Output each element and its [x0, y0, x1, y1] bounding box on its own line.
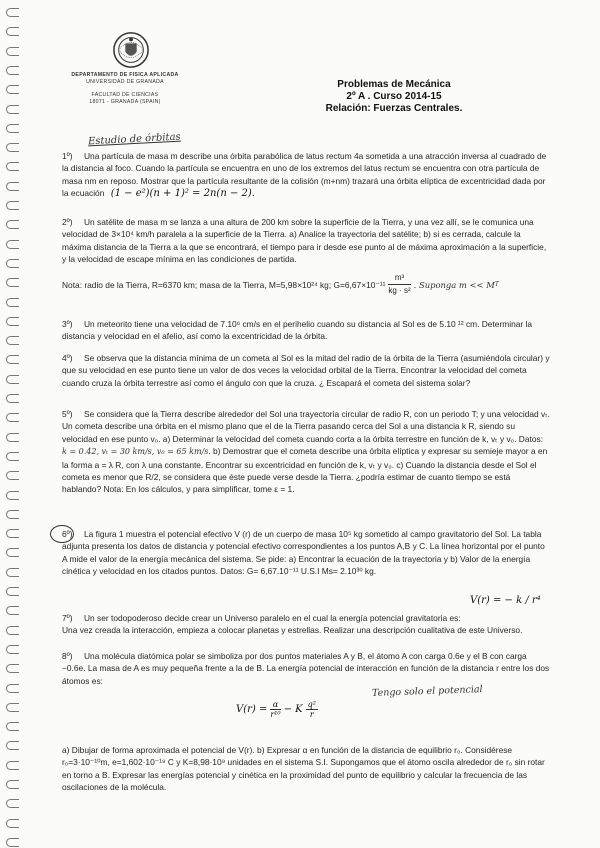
problem-1	[62, 150, 550, 201]
binding-ring	[6, 278, 19, 287]
binding-ring	[6, 298, 19, 307]
course-line: 2º A . Curso 2014-15	[346, 91, 442, 102]
problem-2-note	[62, 272, 550, 298]
relation-line: Relación: Fuerzas Centrales.	[325, 103, 463, 114]
binding-ring	[6, 838, 19, 847]
binding-ring	[6, 741, 19, 750]
binding-ring	[6, 587, 19, 596]
binding-ring	[6, 819, 19, 828]
binding-ring	[6, 8, 19, 17]
binding-ring	[6, 568, 19, 577]
problem-6	[62, 528, 550, 578]
formula-term-2	[306, 700, 318, 719]
problem-text: Un ser todopoderoso decide crear un Universo paralelo en el cual la energía potencial gravitatoria es:	[84, 613, 461, 623]
binding-ring	[6, 664, 19, 673]
binding-ring	[6, 626, 19, 635]
binding-ring	[6, 703, 19, 712]
binding-ring	[6, 761, 19, 770]
binding-ring	[6, 413, 19, 422]
problem-text: Se considera que la Tierra describe alrededor del Sol una trayectoria circular de radio R, con un periodo T; y una velocidad vₜ. Un cometa describe una órbita en el mismo plano que el de la Tierra pasando cerca del Sol a una distancia k R, siendo su velocidad en ese punto v₀. a) Determinar la velocidad del cometa cuando corta a la órbita terrestre en función de k, vₜ y v₀. Datos:	[62, 409, 550, 444]
problem-number: 1º)	[62, 151, 73, 161]
binding-ring	[6, 606, 19, 615]
binding-ring	[6, 240, 19, 249]
problem-5	[62, 408, 550, 496]
binding-ring	[6, 66, 19, 75]
formula-term-1	[270, 700, 280, 719]
problem-number: 4º)	[62, 353, 73, 363]
units-fraction	[388, 272, 410, 298]
eccentricity-formula: (1 − e²)(n + 1)² = 2n(n − 2).	[110, 188, 255, 200]
handwritten-title-note: Estudio de órbitas	[87, 131, 181, 148]
binding-ring	[6, 336, 19, 345]
problem-text-continued: Una vez creada la interacción, empieza a colocar planetas y estrellas. Realizar una descripción cualitativa de este Universo.	[62, 625, 523, 636]
problem-text: Se observa que la distancia mínima de un cometa al Sol es la mitad del radio de la órbita de la Tierra (asumiéndola circular) y que su velocidad en ese punto tiene un valor de dos veces la velocidad orbital de la Tierra. Encontrar la velocidad del cometa cuando cruza la órbita terrestre así como el ángulo con que la cruza. ¿ Escapará el cometa del sistema solar?	[62, 353, 550, 388]
formula-term-2-numerator: q²	[307, 700, 316, 709]
problem-number: 8º)	[62, 651, 73, 661]
binding-ring	[6, 47, 19, 56]
problem-8-continued	[62, 744, 550, 794]
document-title: Problemas de Mecánica	[337, 79, 451, 90]
problem-text: La figura 1 muestra el potencial efectivo V (r) de un cuerpo de masa 10⁵ kg sometido al campo gravitatorio del Sol. La tabla adjunta presenta los datos de distancia y potencial efectivo correspondientes a los puntos A,B y C. La línea horizontal por el punto A mide el valor de la energía mecánica del sistema. Se pide: a) Encontrar la ecuación de la trayectoria y b) Valor de la energía cinética y velocidad en los citados puntos. Datos: G= 6,67.10⁻¹¹ U.S.I Ms= 2.10³⁰ kg.	[62, 529, 545, 577]
binding-ring	[6, 510, 19, 519]
note-assumption-sub: T	[494, 280, 499, 288]
formula-term-2-denominator: r	[309, 710, 314, 719]
problem-5-data: k = 0.42, vₜ = 30 km/s, v₀ = 65 km/s	[62, 447, 209, 457]
binding-ring	[6, 162, 19, 171]
binding-ring	[6, 452, 19, 461]
problem-text: Una molécula diatómica polar se simboliza por dos puntos materiales A y B, el átomo A con carga 0.6e y el B con carga −0.6e. La masa de A es muy pequeña frente a la de B. La energía potencial de interacción en función de la distancia r entre los dos átomos es:	[62, 651, 550, 686]
binding-ring	[6, 394, 19, 403]
document-header	[314, 79, 474, 115]
binding-ring	[6, 799, 19, 808]
faculty-name: FACULTAD DE CIENCIAS	[91, 92, 159, 98]
formula-lhs: V(r) =	[236, 704, 268, 715]
problem-3	[62, 318, 550, 343]
university-name: UNIVERSIDAD DE GRANADA	[86, 79, 164, 85]
problem-4	[62, 352, 550, 389]
problem-text: Un meteorito tiene una velocidad de 7.10⁶ cm/s en el perihelio cuando su distancia al Sol es de 5.10 ¹² cm. Determinar la distancia y velocidad en el afelio, así como la excentricidad de la órbita.	[62, 319, 533, 342]
binding-ring	[6, 124, 19, 133]
problem-8	[62, 650, 550, 687]
problem-text: Un satélite de masa m se lanza a una altura de 200 km sobre la superficie de la Tierra, y una vez allí, se le comunica una velocidad de 3×10⁴ km/h paralela a la superficie de la Tierra. a) Analice la trayectoria del satélite; b) si es cerrada, calcule la máxima distancia de la Tierra a la que se encontrará, el tiempo para ir desde ese punto al de máxima aproximación a la superficie, y la velocidad de escape mínima en las condiciones de partida.	[62, 217, 547, 265]
binding-ring	[6, 722, 19, 731]
binding-ring	[6, 317, 19, 326]
binding-ring	[6, 433, 19, 442]
binding-ring	[6, 201, 19, 210]
binding-ring	[6, 85, 19, 94]
problem-number: 6º)	[62, 529, 73, 539]
binding-ring	[6, 491, 19, 500]
problem-number: 3º)	[62, 319, 73, 329]
problem-7	[62, 612, 550, 637]
problem-8-formula	[236, 700, 321, 719]
binding-ring	[6, 355, 19, 364]
binding-ring	[6, 259, 19, 268]
handwritten-side-note: Tengo solo el potencial	[371, 684, 483, 699]
binding-ring	[6, 143, 19, 152]
formula-term-1-numerator: α	[270, 700, 280, 710]
units-denominator: kg · s²	[388, 286, 411, 296]
problem-number: 5º)	[62, 409, 73, 419]
problem-2	[62, 216, 550, 266]
problem-7-formula: V(r) = − k / r⁴	[470, 595, 541, 606]
formula-term-1-denominator: r¹⁰	[270, 710, 281, 719]
binding-ring	[6, 375, 19, 384]
problem-number: 7º)	[62, 613, 73, 623]
problem-text: Una partícula de masa m describe una órbita parabólica de latus rectum 4a sometida a una atracción inversa al cuadrado de la distancia al foco. Cuando la partícula se encuentra en uno de los extremos del latus rectum se encuentra con otra partícula de masa nm en reposo. Mostrar que la partícula resultante de la colisión (m+nm) trazará una órbita elíptica de excentricidad dada por la ecuación	[62, 151, 547, 199]
binding-ring	[6, 220, 19, 229]
university-seal-icon	[112, 31, 150, 69]
binding-ring	[6, 780, 19, 789]
binding-ring	[6, 548, 19, 557]
binding-ring	[6, 105, 19, 114]
binding-ring	[6, 471, 19, 480]
note-constants: Nota: radio de la Tierra, R=6370 km; masa de la Tierra, M=5,98×10²⁴ kg; G=6,67×10⁻¹¹	[62, 279, 386, 290]
formula-mid: − K	[283, 704, 303, 715]
binding-ring	[6, 182, 19, 191]
binding-ring	[6, 645, 19, 654]
department-name: DEPARTAMENTO DE FISICA APLICADA	[71, 72, 179, 78]
binding-ring	[6, 684, 19, 693]
problem-text-continued: a) Dibujar de forma aproximada el potencial de V(r). b) Expresar α en función de la distancia de equilibrio r₀. Considérese r₀=3·10⁻¹⁰m, e=1,602·10⁻¹⁹ C y K=8,98·10⁹ unidades en el sistema S.I. Supongamos que el átomo oscila alrededor de r₀ sin rotar en torno a B. Expresar las energías potencial y cinética en la proximidad del punto de equilibrio y calcular la frecuencia de las oscilaciones de la molécula.	[62, 745, 545, 793]
note-assumption: . Suponga m << M	[413, 279, 495, 290]
units-numerator: m³	[388, 272, 410, 285]
spiral-binding	[2, 0, 24, 848]
problem-number: 2º)	[62, 217, 73, 227]
binding-ring	[6, 27, 19, 36]
problem-text-continued: . b) Demostrar que el cometa describe una órbita elíptica y expresar su semieje mayor a en la forma a = λ R, con λ una constante. Encontrar su excentricidad en función de k, vₜ y v₀. c) Cuando la distancia desde el Sol el cometa es menor que R/2, se considera que éste puede verse desde la Tierra. ¿podría estimar de cuanto tiempo se está hablando? Nota: En los cálculos, y para simplificar, tome ε = 1.	[62, 446, 548, 495]
binding-ring	[6, 529, 19, 538]
faculty-address: 18071 - GRANADA (SPAIN)	[89, 99, 161, 105]
